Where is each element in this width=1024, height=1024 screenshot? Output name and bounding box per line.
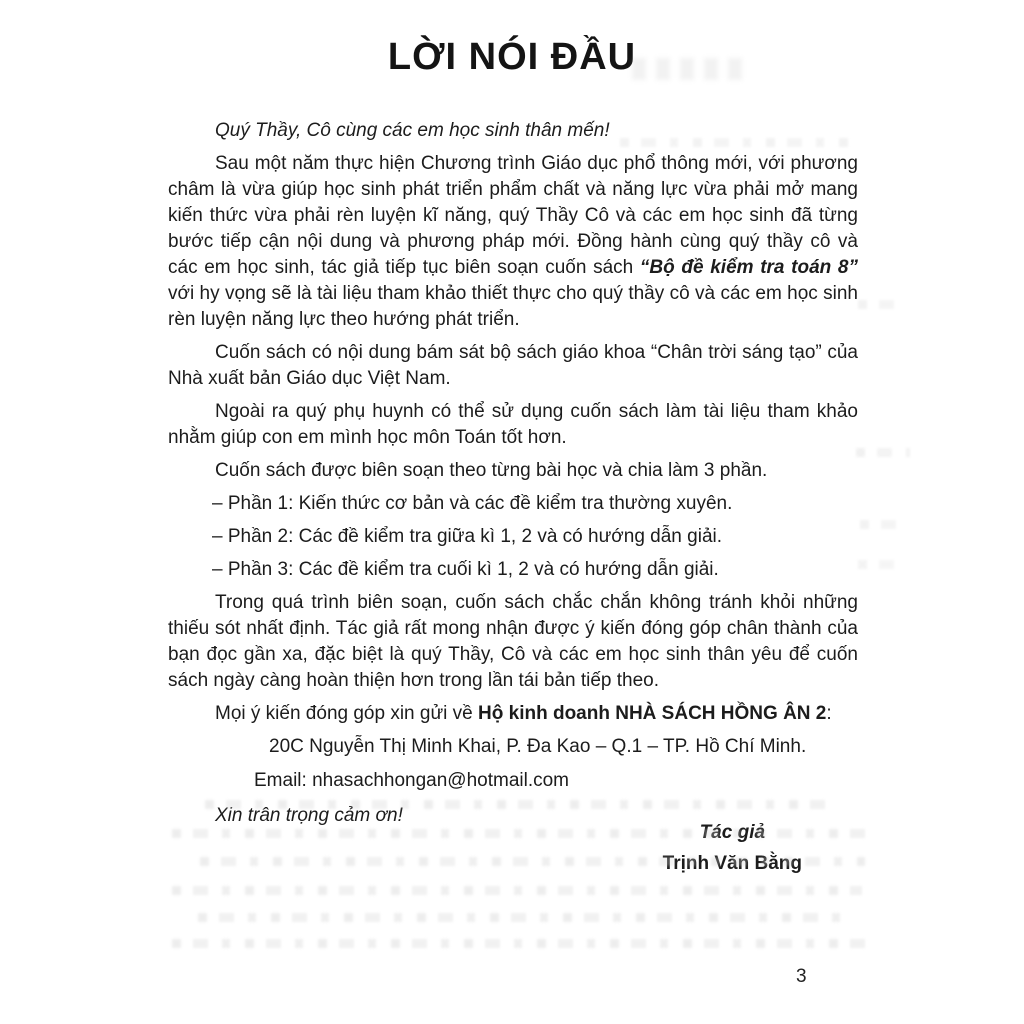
page-number: 3 bbox=[796, 966, 807, 987]
bleedthrough-artifact bbox=[858, 300, 902, 309]
book-title-phrase: “Bộ đề kiểm tra toán 8” bbox=[639, 257, 858, 278]
contact-line bbox=[168, 701, 858, 727]
signature-inner bbox=[663, 822, 802, 875]
page-title: LỜI NÓI ĐẦU bbox=[387, 36, 637, 78]
paragraph-parents: Ngoài ra quý phụ huynh có thể sử dụng cuốn sách làm tài liệu tham khảo nhằm giúp con em mình học môn Toán tốt hơn. bbox=[168, 401, 858, 448]
list-item-part3: – Phần 3: Các đề kiểm tra cuối kì 1, 2 và có hướng dẫn giải. bbox=[212, 559, 719, 580]
contact-line-text: Mọi ý kiến đóng góp xin gửi về bbox=[215, 703, 479, 724]
greeting-line: Quý Thầy, Cô cùng các em học sinh thân mến! bbox=[215, 120, 610, 141]
paragraph-intro bbox=[168, 151, 858, 333]
store-name: Hộ kinh doanh NHÀ SÁCH HỒNG ÂN 2 bbox=[478, 703, 827, 724]
bleedthrough-artifact bbox=[172, 939, 872, 948]
paragraph-apology: Trong quá trình biên soạn, cuốn sách chắc chắn không tránh khỏi những thiếu sót nhất định. Tác giả rất mong nhận được ý kiến đóng góp chân thành của bạn đọc gần xa, đặc biệt là quý Thầy, Cô và các em học sinh thân yêu để cuốn sách ngày càng hoàn thiện hơn trong lần tái bản tiếp theo. bbox=[168, 592, 858, 691]
text-column bbox=[168, 118, 858, 829]
bleedthrough-artifact bbox=[858, 560, 908, 569]
paragraph-curriculum: Cuốn sách có nội dung bám sát bộ sách giáo khoa “Chân trời sáng tạo” của Nhà xuất bản Giáo dục Việt Nam. bbox=[168, 342, 858, 389]
signature-name: Trịnh Văn Bằng bbox=[662, 853, 802, 874]
bleedthrough-artifact bbox=[198, 913, 848, 922]
paragraph-structure: Cuốn sách được biên soạn theo từng bài học và chia làm 3 phần. bbox=[215, 460, 768, 481]
contact-line-colon: : bbox=[826, 703, 832, 724]
bleedthrough-artifact bbox=[172, 886, 862, 895]
bleedthrough-artifact bbox=[860, 520, 906, 529]
email-line: Email: nhasachhongan@hotmail.com bbox=[254, 770, 570, 791]
thanks-line: Xin trân trọng cảm ơn! bbox=[215, 805, 403, 826]
bleedthrough-artifact bbox=[856, 448, 910, 457]
signature-role: Tác giả bbox=[699, 822, 766, 843]
paragraph-intro-text: Sau một năm thực hiện Chương trình Giáo dục phổ thông mới, với phương châm là vừa giúp học sinh phát triển phẩm chất và năng lực vừa phải mở mang kiến thức vừa phải rèn luyện kĩ năng, quý Thầy Cô và các em học sinh đã từng bước tiếp cận nội dung và phương pháp mới. Đồng hành cùng quý thầy cô và các em học sinh, tác giả tiếp tục biên soạn cuốn sách bbox=[168, 153, 858, 278]
list-item-part1: – Phần 1: Kiến thức cơ bản và các đề kiểm tra thường xuyên. bbox=[212, 493, 733, 514]
signature-block bbox=[168, 822, 858, 875]
address-line: 20C Nguyễn Thị Minh Khai, P. Đa Kao – Q.1 – TP. Hồ Chí Minh. bbox=[269, 736, 807, 757]
paragraph-intro-text-end: với hy vọng sẽ là tài liệu tham khảo thiết thực cho quý thầy cô và các em học sinh rèn luyện năng lực theo hướng phát triển. bbox=[168, 283, 858, 330]
list-item-part2: – Phần 2: Các đề kiểm tra giữa kì 1, 2 và có hướng dẫn giải. bbox=[212, 526, 723, 547]
